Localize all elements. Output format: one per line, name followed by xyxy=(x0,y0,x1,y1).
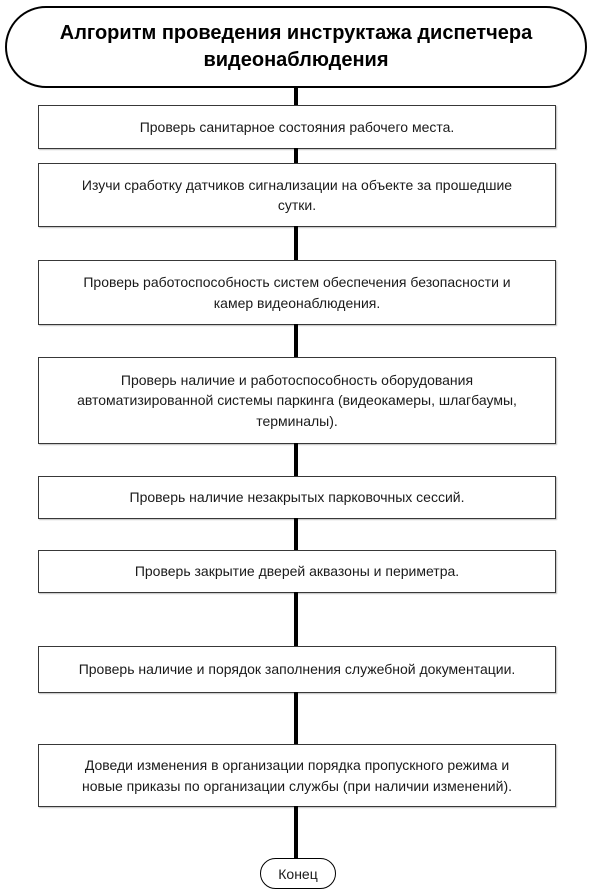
connector-line xyxy=(294,148,298,164)
step-text: Проверь закрытие дверей аквазоны и периметра. xyxy=(134,563,460,580)
end-node xyxy=(260,858,336,889)
step-box-1 xyxy=(38,105,556,149)
start-node xyxy=(5,6,587,88)
step-text: Доведи изменения в организации порядка пропускного режима и новые приказы по организации службы (при наличии изменений). xyxy=(81,757,512,794)
connector-line xyxy=(294,806,298,859)
step-box-8 xyxy=(38,744,556,807)
step-text: Проверь наличие и работоспособность оборудования автоматизированной системы паркинга (видеокамеры, шлагбаумы, терминалы). xyxy=(77,372,517,429)
connector-line xyxy=(294,692,298,745)
connector-line xyxy=(294,518,298,551)
step-text: Изучи сработку датчиков сигнализации на объекте за прошедшие сутки. xyxy=(81,176,513,213)
step-box-5 xyxy=(38,476,556,519)
step-text: Проверь работоспособность систем обеспечения безопасности и камер видеонаблюдения. xyxy=(83,274,511,311)
connector-line xyxy=(294,443,298,477)
end-node-label: Конец xyxy=(278,865,318,882)
connector-line xyxy=(294,324,298,358)
step-text: Проверь наличие незакрытых парковочных сессий. xyxy=(129,489,465,506)
connector-line xyxy=(294,226,298,261)
connector-line xyxy=(294,88,298,106)
step-box-4 xyxy=(38,357,556,444)
step-box-6 xyxy=(38,550,556,593)
step-box-2 xyxy=(38,163,556,227)
step-text: Проверь наличие и порядок заполнения служебной документации. xyxy=(78,661,516,678)
step-box-7 xyxy=(38,646,556,693)
step-text: Проверь санитарное состояния рабочего места. xyxy=(139,118,455,135)
flowchart-title: Алгоритм проведения инструктажа диспетчера видеонаблюдения xyxy=(59,22,533,71)
connector-line xyxy=(294,592,298,647)
step-box-3 xyxy=(38,260,556,325)
